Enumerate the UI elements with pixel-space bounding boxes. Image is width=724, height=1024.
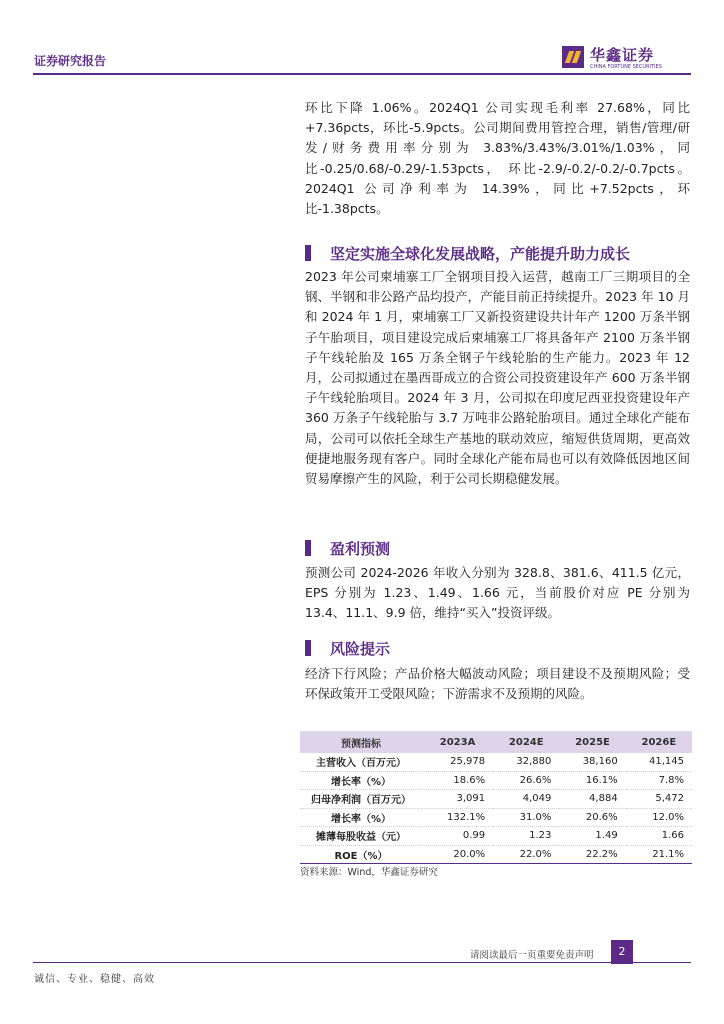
footer-divider	[33, 962, 691, 963]
section-body-global-strategy: 2023 年公司柬埔寨工厂全钢项目投入运营，越南工厂三期项目的全钢、半钢和非公路产品均投产，产能目前正持续提升。2023 年 10 月和 2024 年 1 月，柬埔寨工厂又新投资建设共计年产 1200 万条半钢子午胎项目，项目建设完成后柬埔寨工厂将具备年产 2100 万条半钢子午线轮胎及 165 万条全钢子午线轮胎的生产能力。2023 年 12 月，公司拟通过在墨西哥成立的合资公司投资建设年产 600 万条半钢子午线轮胎项目。2024 年 3 月，公司拟在印度尼西亚投资建设年产 360 万条子午线轮胎与 3.7 万吨非公路轮胎项目。通过全球化产能布局，公司可以依托全球生产基地的联动效应，缩短供货周期，更高效便捷地服务现有客户。同时全球化产能布局也可以有效降低因地区间贸易摩擦产生的风险，利于公司长期稳健发展。	[305, 269, 690, 487]
table-header-cell: 预测指标	[300, 731, 422, 753]
company-logo	[562, 44, 692, 74]
section-title: 风险提示	[330, 640, 391, 658]
table-cell: 31.0%	[493, 808, 559, 827]
table-header-row	[300, 731, 692, 753]
table-cell-label: 归母净利润（百万元）	[300, 790, 422, 809]
table-header-cell: 2026E	[626, 731, 692, 753]
table-row	[300, 790, 692, 809]
table-cell-label: 增长率（%）	[300, 808, 422, 827]
table-cell: 20.0%	[422, 845, 493, 864]
table-header-cell: 2024E	[493, 731, 559, 753]
table-cell: 1.49	[559, 827, 625, 846]
table-cell: 4,884	[559, 790, 625, 809]
footer-motto: 诚信、专业、稳健、高效	[34, 974, 155, 985]
table-cell: 20.6%	[559, 808, 625, 827]
report-type-label: 证券研究报告	[34, 54, 107, 68]
table-cell: 0.99	[422, 827, 493, 846]
table-cell: 38,160	[559, 753, 625, 771]
table-header-cell: 2025E	[559, 731, 625, 753]
table-cell: 32,880	[493, 753, 559, 771]
disclaimer-note: 请阅读最后一页重要免责声明	[470, 950, 594, 961]
table-cell: 7.8%	[626, 771, 692, 790]
table-cell: 41,145	[626, 753, 692, 771]
table-cell-label: 主营收入（百万元）	[300, 753, 422, 771]
table-cell: 4,049	[493, 790, 559, 809]
table-cell: 21.1%	[626, 845, 692, 864]
logo-text-en: CHINA FORTUNE SECURITIES	[590, 64, 662, 70]
table-cell: 22.0%	[493, 845, 559, 864]
section-body-profit-forecast: 预测公司 2024-2026 年收入分别为 328.8、381.6、411.5 亿元，EPS 分别为 1.23、1.49、1.66 元，当前股价对应 PE 分别为 13.4、11.1、9.9 倍，维持“买入”投资评级。	[305, 565, 690, 621]
page-number: 2	[611, 940, 633, 964]
table-source-note: 资料来源：Wind，华鑫证券研究	[300, 867, 438, 878]
section-body-risk: 经济下行风险；产品价格大幅波动风险；项目建设不及预期风险；受环保政策开工受限风险；下游需求不及预期的风险。	[305, 666, 690, 702]
table-cell: 132.1%	[422, 808, 493, 827]
table-cell: 1.23	[493, 827, 559, 846]
table-cell: 5,472	[626, 790, 692, 809]
table-cell: 26.6%	[493, 771, 559, 790]
section-title: 盈利预测	[330, 540, 391, 558]
table-cell: 18.6%	[422, 771, 493, 790]
table-cell-label: 增长率（%）	[300, 771, 422, 790]
table-cell: 1.66	[626, 827, 692, 846]
section-marker-icon	[305, 640, 311, 656]
header-divider	[33, 73, 691, 75]
section-marker-icon	[305, 540, 311, 556]
table-cell: 22.2%	[559, 845, 625, 864]
table-cell: 3,091	[422, 790, 493, 809]
logo-mark-icon	[562, 46, 584, 68]
table-cell-label: ROE（%）	[300, 845, 422, 864]
logo-text-cn: 华鑫证券	[590, 46, 655, 64]
section-title: 坚定实施全球化发展战略，产能提升助力成长	[330, 245, 631, 263]
table-row	[300, 845, 692, 864]
table-header-cell: 2023A	[422, 731, 493, 753]
table-row	[300, 827, 692, 846]
table-row	[300, 808, 692, 827]
table-cell-label: 摊薄每股收益（元）	[300, 827, 422, 846]
section-marker-icon	[305, 245, 311, 261]
intro-paragraph: 环比下降 1.06%。2024Q1 公司实现毛利率 27.68%，同比+7.36pcts，环比-5.9pcts。公司期间费用管控合理，销售/管理/研发/财务费用率分别为 3.83%/3.43%/3.01%/1.03%，同比-0.25/0.68/-0.29/-1.53pcts， 环比-2.9/-0.2/-0.2/-0.7pcts。2024Q1 公司净利率为 14.39%，同比+7.52pcts，环比-1.38pcts。	[305, 100, 690, 217]
table-cell: 25,978	[422, 753, 493, 771]
forecast-table	[300, 731, 692, 864]
table-cell: 16.1%	[559, 771, 625, 790]
table-row	[300, 771, 692, 790]
table-row	[300, 753, 692, 771]
table-cell: 12.0%	[626, 808, 692, 827]
